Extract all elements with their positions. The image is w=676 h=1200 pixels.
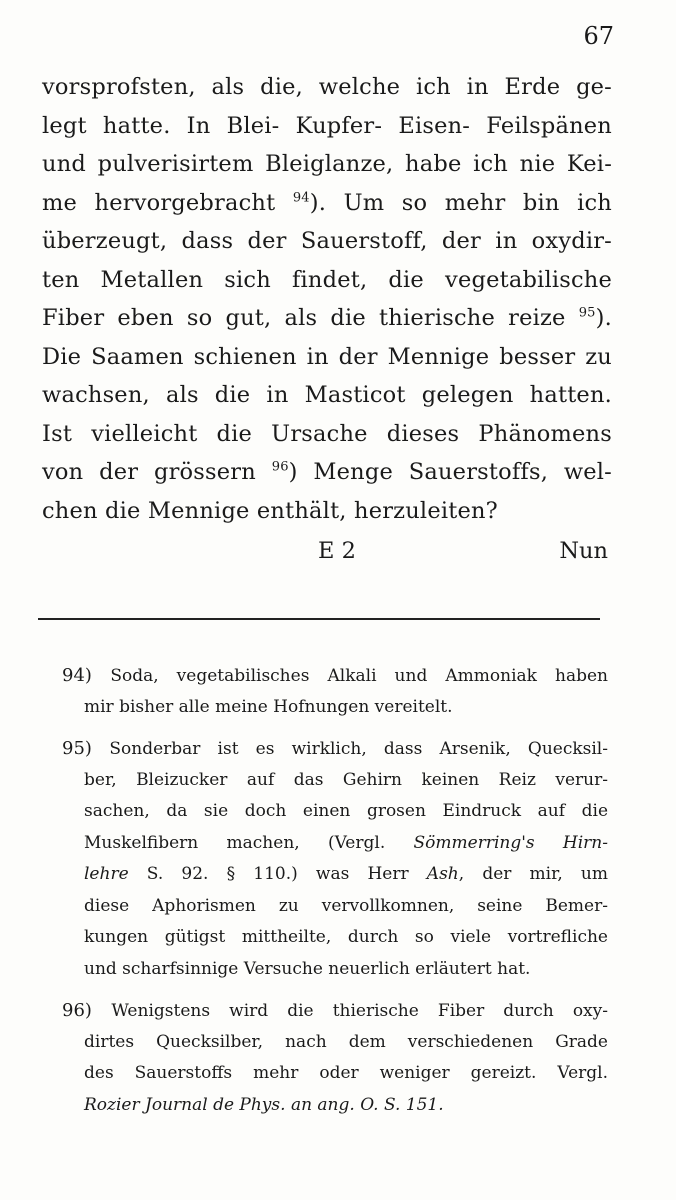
footnote-reference-95[interactable]: 95: [578, 305, 596, 321]
footnote-text: , der mir, um: [458, 864, 608, 884]
footnote-line: [62, 1027, 608, 1059]
main-text-line: ten Metallen sich findet, die vegetabilische: [42, 266, 612, 293]
footnotes-section: [62, 660, 608, 1131]
footnote-line: [62, 859, 608, 891]
footnote-number: 96): [62, 1000, 112, 1021]
main-text-line: [42, 299, 612, 338]
footnote-text: des Sauerstoffs mehr oder weniger gereizt. Vergl.: [84, 1063, 608, 1083]
footnote-divider: [38, 618, 600, 620]
footnote-line: [62, 922, 608, 954]
footnote-94: [62, 660, 608, 723]
line-text: me hervorgebracht: [42, 189, 293, 216]
line-text: von der grössern: [42, 459, 272, 485]
footnote-line: [62, 765, 608, 797]
footnote-line: [62, 796, 608, 828]
footnote-number: 95): [62, 738, 110, 759]
footnote-95: [62, 733, 608, 985]
footnote-96: [62, 995, 608, 1121]
line-text: ).: [595, 305, 612, 331]
footnote-line: [62, 995, 608, 1027]
signature-line: [42, 538, 608, 578]
footnote-line: [62, 891, 608, 923]
line-text: ). Um so mehr bin ich: [309, 189, 612, 216]
footnote-citation: lehre: [84, 864, 129, 884]
line-text: ) Menge Sauerstoffs, wel-: [288, 459, 612, 485]
footnote-text: S. 92. § 110.) was Herr: [128, 864, 427, 884]
main-text-line: [42, 453, 612, 492]
footnote-text: kungen gütigst mittheilte, durch so viele vortrefliche: [84, 927, 608, 947]
main-text-line: Die Saamen schienen in der Mennige besser zu: [42, 343, 612, 370]
main-text-line: [42, 184, 612, 223]
footnote-line: [62, 954, 608, 986]
footnote-text: dirtes Quecksilber, nach dem verschiedenen Grade: [84, 1031, 608, 1052]
footnote-text: Sonderbar ist es wirklich, dass Arsenik, Quecksil-: [109, 739, 608, 759]
main-text-line: überzeugt, dass der Sauerstoff, der in oxydir-: [42, 228, 612, 254]
footnote-text: diese Aphorismen zu vervollkomnen, seine Bemer-: [84, 895, 608, 916]
footnote-citation: Sömmerring's Hirn-: [413, 832, 608, 853]
footnote-line: [62, 660, 608, 692]
footnote-line: [62, 1090, 608, 1122]
line-text: Fiber eben so gut, als die thierische reize: [42, 305, 579, 331]
footnote-reference-96[interactable]: 96: [271, 459, 289, 475]
footnote-text: mir bisher alle meine Hofnungen vereitelt.: [84, 696, 453, 717]
footnote-text: ber, Bleizucker auf das Gehirn keinen Reiz verur-: [84, 769, 608, 790]
footnote-text: Muskelfibern machen, (Vergl.: [84, 832, 414, 853]
footnote-citation: Ash: [426, 864, 459, 884]
footnote-number: 94): [62, 665, 111, 686]
footnote-text: Soda, vegetabilisches Alkali und Ammoniak haben: [110, 666, 609, 686]
main-text-line: Ist vielleicht die Ursache dieses Phänomens: [42, 420, 612, 447]
page-number: 67: [583, 22, 614, 50]
footnote-text: Wenigstens wird die thierische Fiber durch oxy-: [111, 1001, 608, 1021]
footnote-line: [62, 1058, 608, 1090]
footnote-line: [62, 733, 608, 765]
footnote-text: und scharfsinnige Versuche neuerlich erläutert hat.: [84, 958, 531, 979]
footnote-text: sachen, da sie doch einen grosen Eindruck auf die: [84, 801, 608, 821]
main-text-line: vorsprofsten, als die, welche ich in Erde ge-: [42, 74, 612, 100]
main-text-line: legt hatte. In Blei- Kupfer- Eisen- Feilspänen: [42, 112, 612, 139]
catchword: Nun: [559, 538, 608, 564]
footnote-line: [62, 828, 608, 860]
footnote-reference-94[interactable]: 94: [292, 190, 310, 205]
main-text-line: und pulverisirtem Bleiglanze, habe ich nie Kei-: [42, 151, 612, 177]
footnote-line: [62, 692, 608, 724]
footnote-citation: Rozier Journal de Phys. an ang. O. S. 151.: [84, 1094, 444, 1115]
main-text-line: chen die Mennige enthält, herzuleiten?: [42, 497, 498, 524]
main-text-block: [42, 68, 612, 530]
signature-mark: E 2: [318, 538, 356, 564]
main-text-line: wachsen, als die in Masticot gelegen hatten.: [42, 382, 612, 408]
